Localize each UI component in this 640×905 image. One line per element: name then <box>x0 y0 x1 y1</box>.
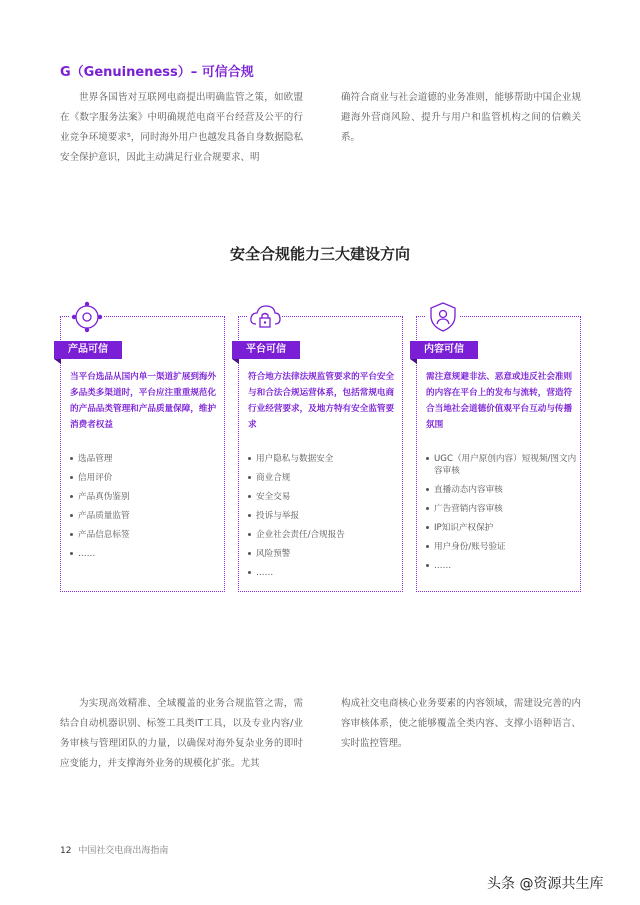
page-number: 12 <box>60 846 72 856</box>
card-tab-label: 产品可信 <box>54 341 122 359</box>
list-item: 产品信息标签 <box>70 529 222 541</box>
list-item: …… <box>70 548 222 560</box>
card-description: 符合地方法律法规监管要求的平台安全与和合法合规运营体系，包括常规电商行业经营要求，及地方特有安全监管要求 <box>248 372 395 430</box>
list-item: 直播动态内容审核 <box>426 484 578 496</box>
list-item: 产品质量监管 <box>70 510 222 522</box>
intro-paragraph-left: 世界各国皆对互联网电商提出明确监管之策，如欧盟在《数字服务法案》中明确规范电商平台经营及公平的行业竞争环境要求⁵，同时海外用户也越发具备自身数据隐私安全保护意识，因此主动满足行业合规要求、明 <box>60 92 303 163</box>
outro-paragraph-right: 构成社交电商核心业务要素的内容领域，需建设完善的内容审核体系，使之能够覆盖全类内容、支撑小语种语言、实时监控管理。 <box>341 698 581 749</box>
list-item: 商业合规 <box>248 472 400 484</box>
card-description: 需注意规避非法、恶意或违反社会准则的内容在平台上的发布与流转，营造符合当地社会道德价值观平台互动与传播氛围 <box>426 372 573 430</box>
section-heading: G（Genuineness）– 可信合规 <box>60 65 254 80</box>
outro-paragraph-left: 为实现高效精准、全域覆盖的业务合规监管之需，需结合自动机器识别、标签工具类IT工具，以及专业内容/业务审核与管理团队的力量，以确保对海外复杂业务的即时应变能力，并支撑海外业务的规模化扩张。尤其 <box>60 698 303 769</box>
card-item-list <box>70 453 222 567</box>
list-item: 信用评价 <box>70 472 222 484</box>
list-item: 投诉与举报 <box>248 510 400 522</box>
card-item-list <box>248 453 400 586</box>
list-item: 广告营销内容审核 <box>426 503 578 515</box>
list-item: 选品管理 <box>70 453 222 465</box>
list-item: 安全交易 <box>248 491 400 503</box>
intro-paragraph-right: 确符合商业与社会道德的业务准则，能够帮助中国企业规避海外营商风险、提升与用户和监管机构之间的信赖关系。 <box>341 92 581 143</box>
list-item: IP知识产权保护 <box>426 522 578 534</box>
card-description: 当平台选品从国内单一渠道扩展到海外多品类多渠道时，平台应注重重规范化的产品品类管理和产品质量保障，维护消费者权益 <box>70 372 217 430</box>
card-platform-trust <box>238 316 403 592</box>
card-tab-label: 平台可信 <box>232 341 300 359</box>
list-item: …… <box>426 560 578 572</box>
shield-user-icon <box>426 300 460 334</box>
list-item: 风险预警 <box>248 548 400 560</box>
main-title: 安全合规能力三大建设方向 <box>229 245 410 263</box>
cloud-lock-icon <box>248 300 282 334</box>
list-item: 用户隐私与数据安全 <box>248 453 400 465</box>
card-tab-label: 内容可信 <box>410 341 478 359</box>
list-item: 用户身份/账号验证 <box>426 541 578 553</box>
watermark: 头条 @资源共生库 <box>487 876 604 892</box>
card-product-trust <box>60 316 225 592</box>
card-item-list <box>426 453 578 579</box>
list-item: 产品真伪鉴别 <box>70 491 222 503</box>
list-item: UGC（用户原创内容）短视频/图文内容审核 <box>426 453 578 477</box>
footer-doc-title: 中国社交电商出海指南 <box>78 846 169 856</box>
network-nodes-icon <box>70 300 104 334</box>
page-footer <box>60 843 168 856</box>
list-item: 企业社会责任/合规报告 <box>248 529 400 541</box>
card-content-trust <box>416 316 581 592</box>
list-item: …… <box>248 567 400 579</box>
